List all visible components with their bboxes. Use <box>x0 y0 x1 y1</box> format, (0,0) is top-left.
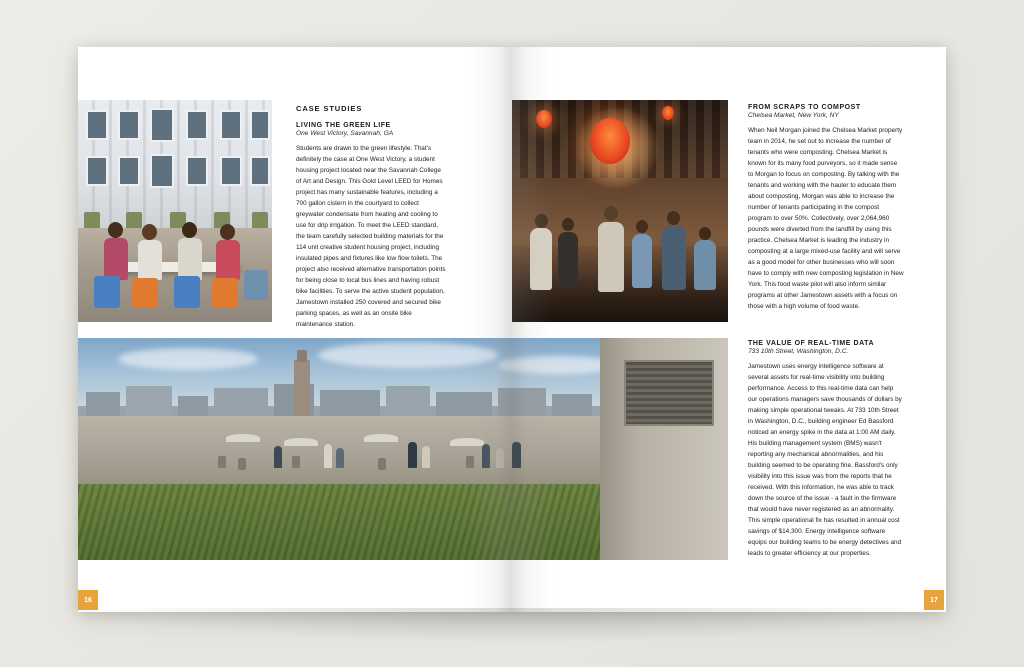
article-body-value-of-real-time-data: Jamestown uses energy intelligence software at several assets for real-time visibility into building performance. Access to this real-time data can help our operations managers save thousands of dollars by making simple operational tweaks. At 733 10th Street in Washington, D.C., building engineer Ed Bassford noticed an energy spike in the data at 1:00 AM daily. His building management system (BMS) wasn't reporting any mechanical abnormalities, and his building seemed to be operating fine. Bassford's only visibility into this issue was from the reports that he received. With this information, he was able to track down the source of the issue - a fault in the firmware that would have never registered as an abnormality. This simple operational fix has resulted in annual cost savings of $14,300. Energy intelligence software equips our building teams to be energy detectives and leads to greater efficiency at our properties. <box>748 363 902 558</box>
spread-drop-shadow <box>88 608 938 642</box>
article-headline-from-scraps-to-compost: FROM SCRAPS TO COMPOST <box>748 104 861 111</box>
courtyard-students-photo <box>78 100 272 322</box>
rooftop-terrace-photo <box>78 338 728 560</box>
case-studies-column <box>296 104 448 330</box>
realtime-data-column <box>748 340 904 559</box>
chelsea-market-photo <box>512 100 728 322</box>
compost-column <box>748 104 904 312</box>
article-subhead-chelsea-market: Chelsea Market, New York, NY <box>748 112 839 119</box>
section-kicker: CASE STUDIES <box>296 104 363 113</box>
article-body-living-green-life: Students are drawn to the green lifestyle. That's definitely the case at One West Victory, a student housing project located near the Savannah College of Art and Design. This Gold Level LEED for Homes project has many sustainable features, including a 700 gallon cistern in the courtyard to collect greywater condensate from heating and cooling to use for drip irrigation. To meet the LEED standard, the team carefully selected building materials for the 114 unit creative student housing project, including insulated pipes and fixtures like low flow toilets. The project also received alternative transportation points for being close to local bus lines and having robust bike facilities. To serve the active student population, Jamestown installed 250 covered and secured bike parking spaces, as well as an onsite bike maintenance station. <box>296 145 446 329</box>
page-number-left: 16 <box>78 590 98 610</box>
page-number-right: 17 <box>924 590 944 610</box>
article-subhead-733-10th-street: 733 10th Street, Washington, D.C. <box>748 348 849 355</box>
article-body-from-scraps-to-compost: When Neil Morgan joined the Chelsea Market property team in 2014, he set out to increase the number of tenants who were composting. Chelsea Market is known for its many food purveyors, so it made sense to Morgan to focus on composting. By talking with the tenants and working with the hauler to educate them about composting, Morgan was able to increase the number of tenants participating in the compost program to over 50%. Collectively, over 2,064,960 pounds were diverted from the landfill by using this practice. Chelsea Market is leading the industry in composting at a large mixed-use facility and will serve as a good model for other businesses who will soon have to comply with new composting legislation in New York. This food waste pilot will also inform similar programs at other Jamestown assets with a focus on those with a high volume of food waste. <box>748 127 904 311</box>
article-headline-living-green-life: LIVING THE GREEN LIFE <box>296 122 391 129</box>
article-headline-value-of-real-time-data: THE VALUE OF REAL-TIME DATA <box>748 340 875 347</box>
article-subhead-one-west-victory: One West Victory, Savannah, GA <box>296 130 394 137</box>
